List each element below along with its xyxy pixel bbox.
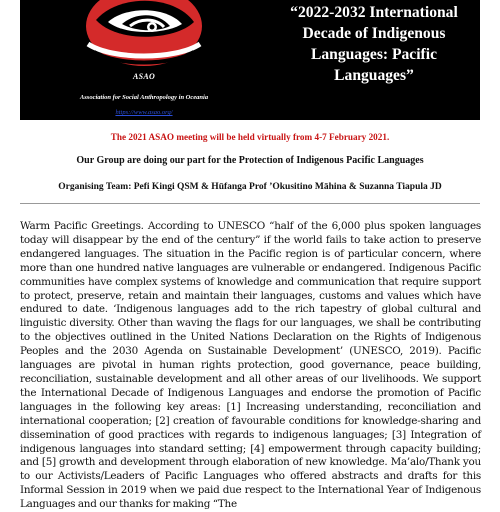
org-abbreviation: ASAO bbox=[132, 72, 156, 81]
title-panel bbox=[268, 0, 480, 120]
organising-team: Organising Team: Pefi Kingi QSM & Hūfanga Prof ’Okusitino Māhina & Suzanna Tiapula JD bbox=[58, 182, 442, 192]
divider bbox=[20, 203, 480, 204]
asao-logo-icon bbox=[78, 0, 210, 68]
org-url-link[interactable]: https://www.asao.org/ bbox=[115, 109, 173, 116]
header-banner bbox=[20, 0, 480, 120]
logo-panel bbox=[20, 0, 268, 120]
page-title: “2022-2032 International Decade of Indigenous Languages: Pacific Languages” bbox=[290, 4, 458, 84]
meeting-notice: The 2021 ASAO meeting will be held virtually from 4-7 February 2021. bbox=[110, 132, 390, 142]
org-name: Association for Social Anthropology in Oceania bbox=[79, 94, 209, 101]
subheading: Our Group are doing our part for the Protection of Indigenous Pacific Languages bbox=[76, 155, 424, 166]
body-paragraph: Warm Pacific Greetings. According to UNESCO “half of the 6,000 plus spoken languages today will disappear by the end of the century” if the world fails to take action to preserve endangered languages. The situation in the Pacific region is of particular concern, where more than one hundred native languages are vulnerable or endangered. Indigenous Pacific communities have complex systems of knowledge and communication that require support to protect, preserve, retain and maintain their languages, customs and values which have endured to date. ‘Indigenous languages add to the rich tapestry of global cultural and linguistic diversity. Other than waving the flags for our languages, we shall be contributing to the objectives outlined in the United Nations Declaration on the Rights of Indigenous Peoples and the 2030 Agenda on Sustainable Development’ (UNESCO, 2019). Pacific languages are pivotal in human rights protection, good governance, peace building, reconciliation, sustainable development and all other areas of our livelihoods. We support the International Decade of Indigenous Languages and endorse the promotion of Pacific languages in the following key areas: [1] Increasing understanding, reconciliation and international cooperation; [2] creation of favourable conditions for knowledge-sharing and dissemination of good practices with regards to indigenous languages; [3] Integration of indigenous languages into standard setting; [4] empowerment through capacity building; and [5] growth and development through elaboration of new knowledge. Ma’alo/Thank you to our Activists/Leaders of Pacific Languages who offered abstracts and drafts for this Informal Session in 2019 when we paid due respect to the International Year of Indigenous Languages and our thanks for making “The bbox=[20, 220, 481, 511]
